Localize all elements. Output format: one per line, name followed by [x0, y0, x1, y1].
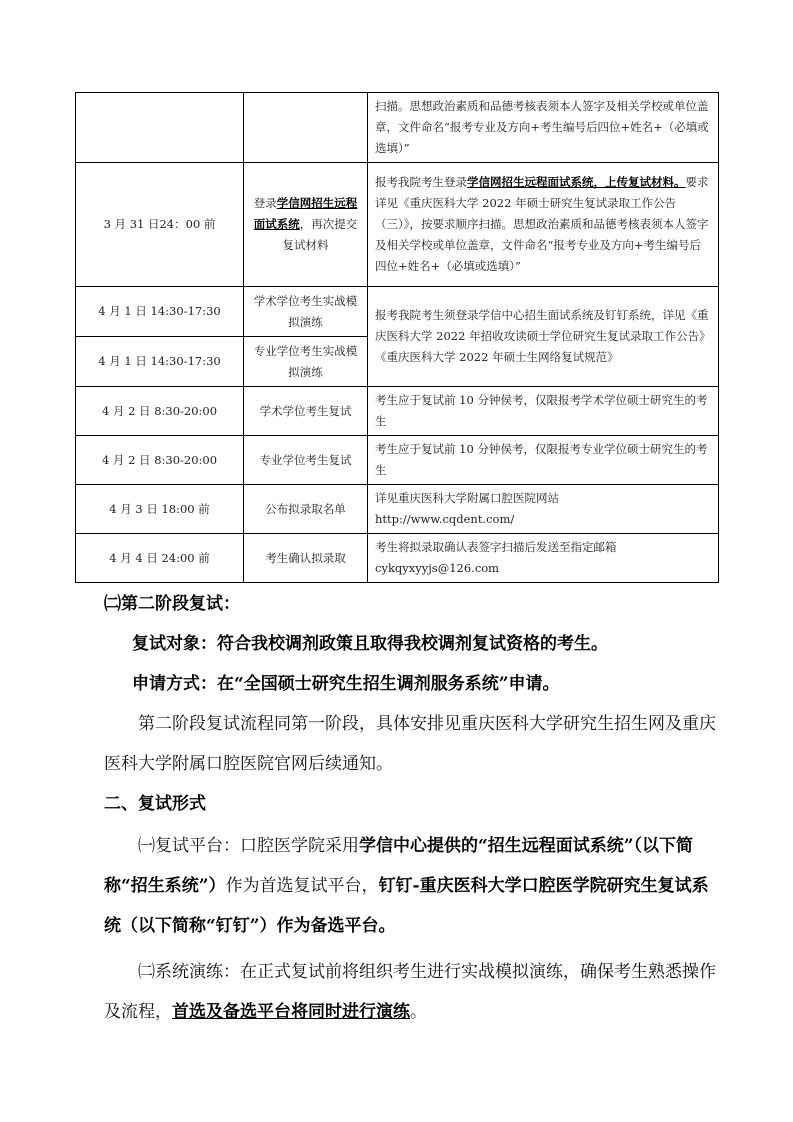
time-cell: 4 月 3 日 18:00 前 — [76, 485, 244, 534]
table-row — [76, 387, 719, 436]
time-cell: 4 月 2 日 8:30-20:00 — [76, 387, 244, 436]
item-cell: 公布拟录取名单 — [244, 485, 368, 534]
desc-cell: 考生应于复试前 10 分钟侯考，仅限报考专业学位硕士研究生的考生 — [368, 436, 719, 485]
desc-cell: 报考我院考生须登录学信中心招生面试系统及钉钉系统，详见《重庆医科大学 2022 年招收攻读硕士学位研究生复试录取工作公告》《重庆医科大学 2022 年硕士生网络复试规范》 — [368, 287, 719, 387]
section2-heading: 二、复试形式 — [104, 794, 206, 814]
table-row — [76, 534, 719, 583]
time-cell: 4 月 1 日 14:30-17:30 — [76, 287, 244, 337]
table-row — [76, 436, 719, 485]
desc-cell — [368, 534, 719, 583]
platform-paragraph — [104, 826, 724, 946]
item-cell: 专业学位考生复试 — [244, 436, 368, 485]
desc-text: 报考我院考生登录 — [375, 175, 467, 189]
website-link[interactable]: http://www.cqdent.com/ — [375, 512, 515, 526]
item-bold-text: 学信网招生远程面试系统 — [253, 196, 358, 231]
item-text: ，再次提交复试材料 — [282, 217, 358, 252]
time-cell — [76, 93, 244, 163]
desc-cell: 扫描。思想政治素质和品德考核表须本人签字及相关学校或单位盖章，文件命名“报考专业及方向+考生编号后四位+姓名+（必填或选填）” — [368, 93, 719, 163]
time-cell: 4 月 4 日 24:00 前 — [76, 534, 244, 583]
platform-bold-text: 学信中心提供的“招生远程面试系统”（以下简称“招生系统”） — [104, 836, 694, 896]
platform-bold-text: 钉钉-重庆医科大学口腔医学院研究生复试系统（以下简称“钉钉”）作为备选平台。 — [104, 876, 709, 936]
item-cell: 学术学位考生实战模拟演练 — [244, 287, 368, 337]
desc-text: 要求详见《重庆医科大学 2022 年硕士研究生复试录取工作公告（三）》，按要求顺序扫描。思想政治素质和品德考核表须本人签字及相关学校或单位盖章，文件命名“报考专业及方向+考生编号后四位+姓名+（必填或选填）” — [375, 175, 709, 273]
desc-cell: 考生应于复试前 10 分钟侯考，仅限报考学术学位硕士研究生的考生 — [368, 387, 719, 436]
drill-bold-text: 首选及备选平台将同时进行演练 — [172, 1002, 410, 1022]
item-cell: 考生确认拟录取 — [244, 534, 368, 583]
table-row — [76, 93, 719, 163]
time-cell: 4 月 2 日 8:30-20:00 — [76, 436, 244, 485]
table-row — [76, 163, 719, 287]
item-cell — [244, 163, 368, 287]
table-row — [76, 287, 719, 337]
desc-text: 考生将拟录取确认表签字扫描后发送至指定邮箱 — [375, 540, 617, 554]
item-cell: 专业学位考生实战模拟演练 — [244, 337, 368, 387]
time-cell: 3 月 31 日24：00 前 — [76, 163, 244, 287]
drill-text: ㈡系统演练：在正式复试前将组织考生进行实战模拟演练，确保考生熟悉操作及流程， — [104, 962, 716, 1022]
time-cell: 4 月 1 日 14:30-17:30 — [76, 337, 244, 387]
desc-cell — [368, 485, 719, 534]
table-row — [76, 485, 719, 534]
stage2-heading: ㈡第二阶段复试： — [104, 594, 240, 614]
item-cell — [244, 93, 368, 163]
stage2-target: 复试对象：符合我校调剂政策且取得我校调剂复试资格的考生。 — [132, 634, 608, 654]
platform-text: 作为首选复试平台， — [225, 876, 379, 896]
desc-text: 详见重庆医科大学附属口腔医院网站 — [375, 491, 559, 505]
item-cell: 学术学位考生复试 — [244, 387, 368, 436]
desc-cell — [368, 163, 719, 287]
stage2-flow: 第二阶段复试流程同第一阶段，具体安排见重庆医科大学研究生招生网及重庆医科大学附属口腔医院官网后续通知。 — [104, 714, 716, 774]
email-link[interactable]: cykqyxyyjs@126.com — [375, 561, 500, 575]
item-text: 登录 — [253, 196, 277, 210]
drill-paragraph — [104, 952, 724, 1032]
schedule-table — [75, 92, 719, 583]
drill-text: 。 — [410, 1002, 427, 1022]
platform-text: ㈠复试平台：口腔医学院采用 — [138, 836, 359, 856]
desc-bold-text: 学信网招生远程面试系统，上传复试材料。 — [467, 175, 686, 189]
stage2-method: 申请方式：在“全国硕士研究生招生调剂服务系统”申请。 — [132, 674, 560, 694]
